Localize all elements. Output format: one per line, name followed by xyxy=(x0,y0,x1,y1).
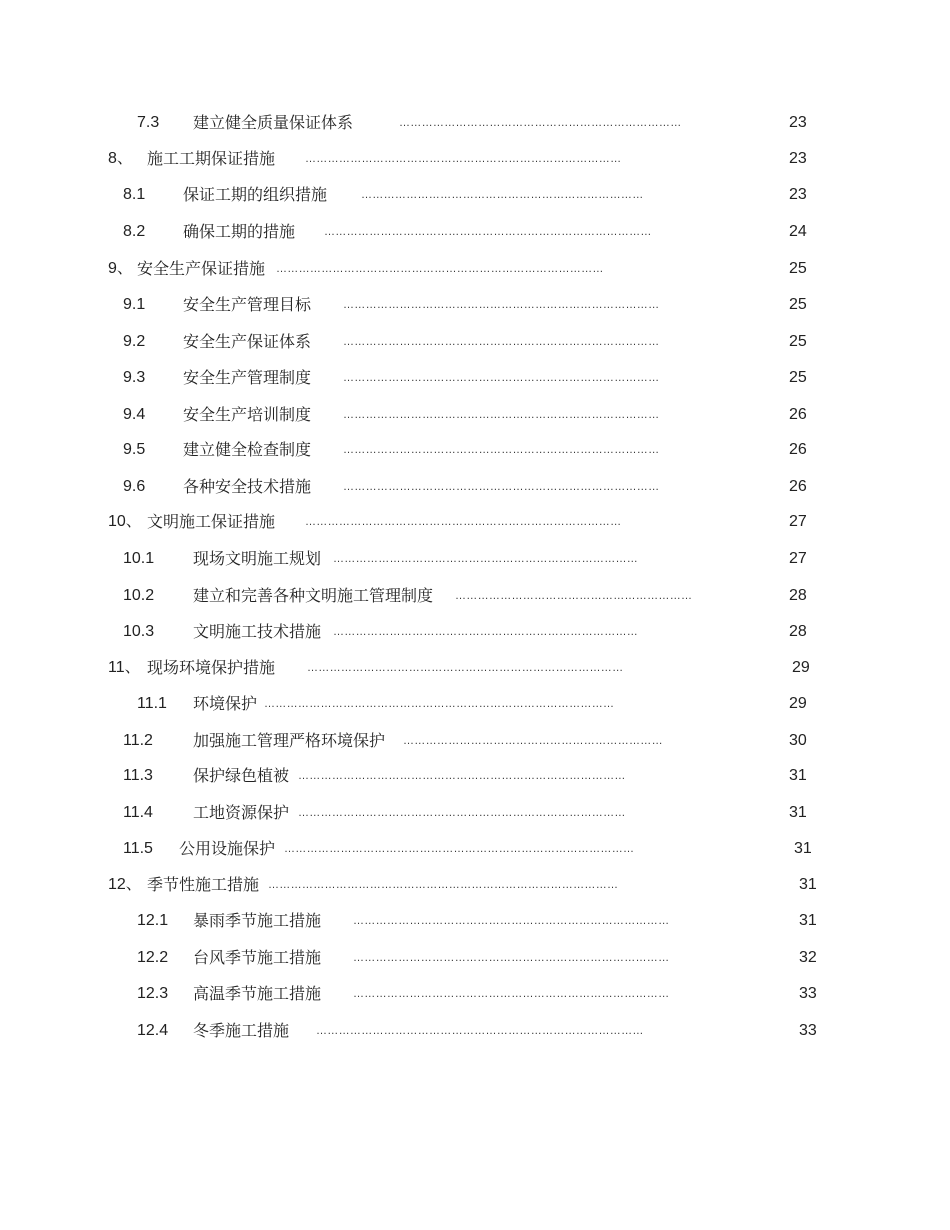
toc-dot-leader: ………………………………………………………………………… xyxy=(343,372,660,384)
toc-dot-leader: ……………………………………………………………………… xyxy=(333,626,639,638)
toc-entry-page: 24 xyxy=(789,223,807,240)
toc-entry-9-5[interactable] xyxy=(0,438,950,462)
toc-entry-title: 保证工期的组织措施 xyxy=(183,185,328,204)
toc-entry-8-1[interactable] xyxy=(0,183,950,207)
toc-entry-title: 高温季节施工措施 xyxy=(193,984,322,1003)
toc-entry-title: 确保工期的措施 xyxy=(183,222,296,241)
toc-entry-number: 11、 xyxy=(108,659,141,676)
toc-entry-page: 26 xyxy=(789,441,807,458)
toc-entry-12-1[interactable] xyxy=(0,909,950,933)
toc-dot-leader: ………………………………………………………………………… xyxy=(343,481,660,493)
toc-entry-title: 暴雨季节施工措施 xyxy=(193,911,322,930)
toc-entry-number: 9、 xyxy=(108,260,133,277)
toc-entry-number: 10.3 xyxy=(123,623,155,640)
toc-dot-leader: ………………………………………………………………………… xyxy=(343,336,660,348)
toc-entry-10-1[interactable] xyxy=(0,547,950,571)
toc-entry-page: 25 xyxy=(789,369,807,386)
toc-dot-leader: …………………………………………………………… xyxy=(403,735,663,747)
toc-entry-number: 12、 xyxy=(108,876,142,893)
toc-entry-title: 安全生产保证措施 xyxy=(137,259,266,278)
toc-entry-12-4[interactable] xyxy=(0,1019,950,1043)
toc-dot-leader: ………………………………………………………………………………… xyxy=(284,843,635,855)
toc-entry-page: 31 xyxy=(789,767,807,784)
toc-entry-page: 25 xyxy=(789,296,807,313)
toc-entry-page: 30 xyxy=(789,732,807,749)
toc-dot-leader: ………………………………………………………………………… xyxy=(307,662,624,674)
toc-entry-9-4[interactable] xyxy=(0,403,950,427)
toc-entry-number: 9.5 xyxy=(123,441,146,458)
toc-entry-title: 现场文明施工规划 xyxy=(193,549,322,568)
toc-dot-leader: ………………………………………………………………………………… xyxy=(264,698,615,710)
toc-dot-leader: …………………………………………………………………………… xyxy=(276,263,604,275)
toc-entry-number: 9.3 xyxy=(123,369,146,386)
toc-entry-title: 工地资源保护 xyxy=(193,803,290,822)
toc-entry-12-2[interactable] xyxy=(0,946,950,970)
toc-entry-8-2[interactable] xyxy=(0,220,950,244)
toc-dot-leader: …………………………………………………………………………… xyxy=(298,770,626,782)
toc-entry-11-1[interactable] xyxy=(0,692,950,716)
toc-entry-title: 建立健全检查制度 xyxy=(183,440,312,459)
toc-entry-number: 12.2 xyxy=(137,949,169,966)
toc-entry-11[interactable] xyxy=(0,656,950,680)
toc-entry-title: 现场环境保护措施 xyxy=(147,658,276,677)
toc-entry-title: 施工工期保证措施 xyxy=(147,149,276,168)
toc-entry-number: 8.1 xyxy=(123,186,146,203)
toc-entry-title: 冬季施工措施 xyxy=(193,1021,290,1040)
toc-entry-12-3[interactable] xyxy=(0,982,950,1006)
toc-entry-9-3[interactable] xyxy=(0,366,950,390)
toc-entry-title: 安全生产管理制度 xyxy=(183,368,312,387)
toc-entry-number: 11.2 xyxy=(123,732,153,749)
toc-entry-title: 安全生产管理目标 xyxy=(183,295,312,314)
toc-entry-number: 8、 xyxy=(108,150,133,167)
toc-entry-title: 建立和完善各种文明施工管理制度 xyxy=(193,586,434,605)
toc-entry-page: 31 xyxy=(794,840,812,857)
toc-entry-title: 环境保护 xyxy=(193,694,258,713)
toc-entry-page: 26 xyxy=(789,478,807,495)
toc-entry-9-6[interactable] xyxy=(0,475,950,499)
toc-entry-11-5[interactable] xyxy=(0,837,950,861)
toc-entry-11-2[interactable] xyxy=(0,729,950,753)
toc-entry-12[interactable] xyxy=(0,873,950,897)
toc-entry-page: 31 xyxy=(789,804,807,821)
toc-dot-leader: ………………………………………………………………………… xyxy=(343,444,660,456)
toc-entry-9[interactable] xyxy=(0,257,950,281)
toc-entry-number: 9.2 xyxy=(123,333,146,350)
toc-entry-title: 加强施工管理严格环境保护 xyxy=(193,731,386,750)
toc-dot-leader: …………………………………………………………………………… xyxy=(324,226,652,238)
toc-dot-leader: ………………………………………………………………………… xyxy=(305,516,622,528)
toc-dot-leader: ……………………………………………………… xyxy=(455,590,693,602)
toc-dot-leader: ………………………………………………………………… xyxy=(361,189,644,201)
toc-dot-leader: ………………………………………………………………………… xyxy=(305,153,622,165)
toc-entry-number: 8.2 xyxy=(123,223,146,240)
toc-entry-number: 10.1 xyxy=(123,550,155,567)
toc-dot-leader: ……………………………………………………………………… xyxy=(333,553,639,565)
toc-entry-page: 32 xyxy=(799,949,817,966)
toc-entry-page: 29 xyxy=(792,659,810,676)
toc-entry-page: 23 xyxy=(789,150,807,167)
toc-entry-8[interactable] xyxy=(0,147,950,171)
toc-entry-number: 12.1 xyxy=(137,912,169,929)
toc-entry-title: 文明施工保证措施 xyxy=(147,512,276,531)
toc-dot-leader: ………………………………………………………………………… xyxy=(343,299,660,311)
toc-entry-page: 25 xyxy=(789,333,807,350)
toc-entry-title: 保护绿色植被 xyxy=(193,766,290,785)
toc-entry-number: 11.5 xyxy=(123,840,153,857)
toc-entry-page: 27 xyxy=(789,550,807,567)
toc-entry-title: 安全生产保证体系 xyxy=(183,332,312,351)
toc-dot-leader: ………………………………………………………………………… xyxy=(353,988,670,1000)
toc-entry-number: 7.3 xyxy=(137,114,160,131)
toc-entry-number: 11.4 xyxy=(123,804,153,821)
toc-entry-title: 安全生产培训制度 xyxy=(183,405,312,424)
toc-entry-page: 33 xyxy=(799,1022,817,1039)
toc-entry-page: 27 xyxy=(789,513,807,530)
toc-entry-number: 11.1 xyxy=(137,695,167,712)
toc-dot-leader: ………………………………………………………………………………… xyxy=(268,879,619,891)
toc-entry-number: 10、 xyxy=(108,513,142,530)
toc-entry-10[interactable] xyxy=(0,510,950,534)
toc-dot-leader: ………………………………………………………………………… xyxy=(353,952,670,964)
toc-entry-number: 9.4 xyxy=(123,406,146,423)
toc-entry-10-2[interactable] xyxy=(0,584,950,608)
toc-entry-number: 11.3 xyxy=(123,767,153,784)
toc-entry-11-3[interactable] xyxy=(0,764,950,788)
toc-entry-title: 文明施工技术措施 xyxy=(193,622,322,641)
toc-entry-number: 10.2 xyxy=(123,587,155,604)
toc-entry-9-1[interactable] xyxy=(0,293,950,317)
toc-dot-leader: …………………………………………………………………………… xyxy=(298,807,626,819)
toc-entry-number: 9.6 xyxy=(123,478,146,495)
toc-entry-page: 28 xyxy=(789,623,807,640)
toc-entry-page: 23 xyxy=(789,186,807,203)
toc-dot-leader: …………………………………………………………………………… xyxy=(316,1025,644,1037)
toc-entry-page: 26 xyxy=(789,406,807,423)
toc-entry-10-3[interactable] xyxy=(0,620,950,644)
toc-entry-page: 31 xyxy=(799,912,817,929)
toc-entry-title: 台风季节施工措施 xyxy=(193,948,322,967)
toc-dot-leader: ………………………………………………………………………… xyxy=(353,915,670,927)
toc-entry-page: 31 xyxy=(799,876,817,893)
toc-entry-9-2[interactable] xyxy=(0,330,950,354)
toc-entry-page: 25 xyxy=(789,260,807,277)
toc-entry-title: 公用设施保护 xyxy=(179,839,276,858)
toc-entry-number: 12.3 xyxy=(137,985,169,1002)
toc-entry-title: 建立健全质量保证体系 xyxy=(193,113,354,132)
toc-entry-number: 9.1 xyxy=(123,296,146,313)
toc-entry-page: 23 xyxy=(789,114,807,131)
toc-entry-page: 29 xyxy=(789,695,807,712)
toc-entry-title: 季节性施工措施 xyxy=(147,875,260,894)
toc-entry-7-3[interactable] xyxy=(0,111,950,135)
toc-entry-title: 各种安全技术措施 xyxy=(183,477,312,496)
toc-entry-page: 33 xyxy=(799,985,817,1002)
toc-dot-leader: ………………………………………………………………………… xyxy=(343,409,660,421)
toc-entry-number: 12.4 xyxy=(137,1022,169,1039)
toc-dot-leader: ………………………………………………………………… xyxy=(399,117,682,129)
toc-entry-page: 28 xyxy=(789,587,807,604)
toc-entry-11-4[interactable] xyxy=(0,801,950,825)
